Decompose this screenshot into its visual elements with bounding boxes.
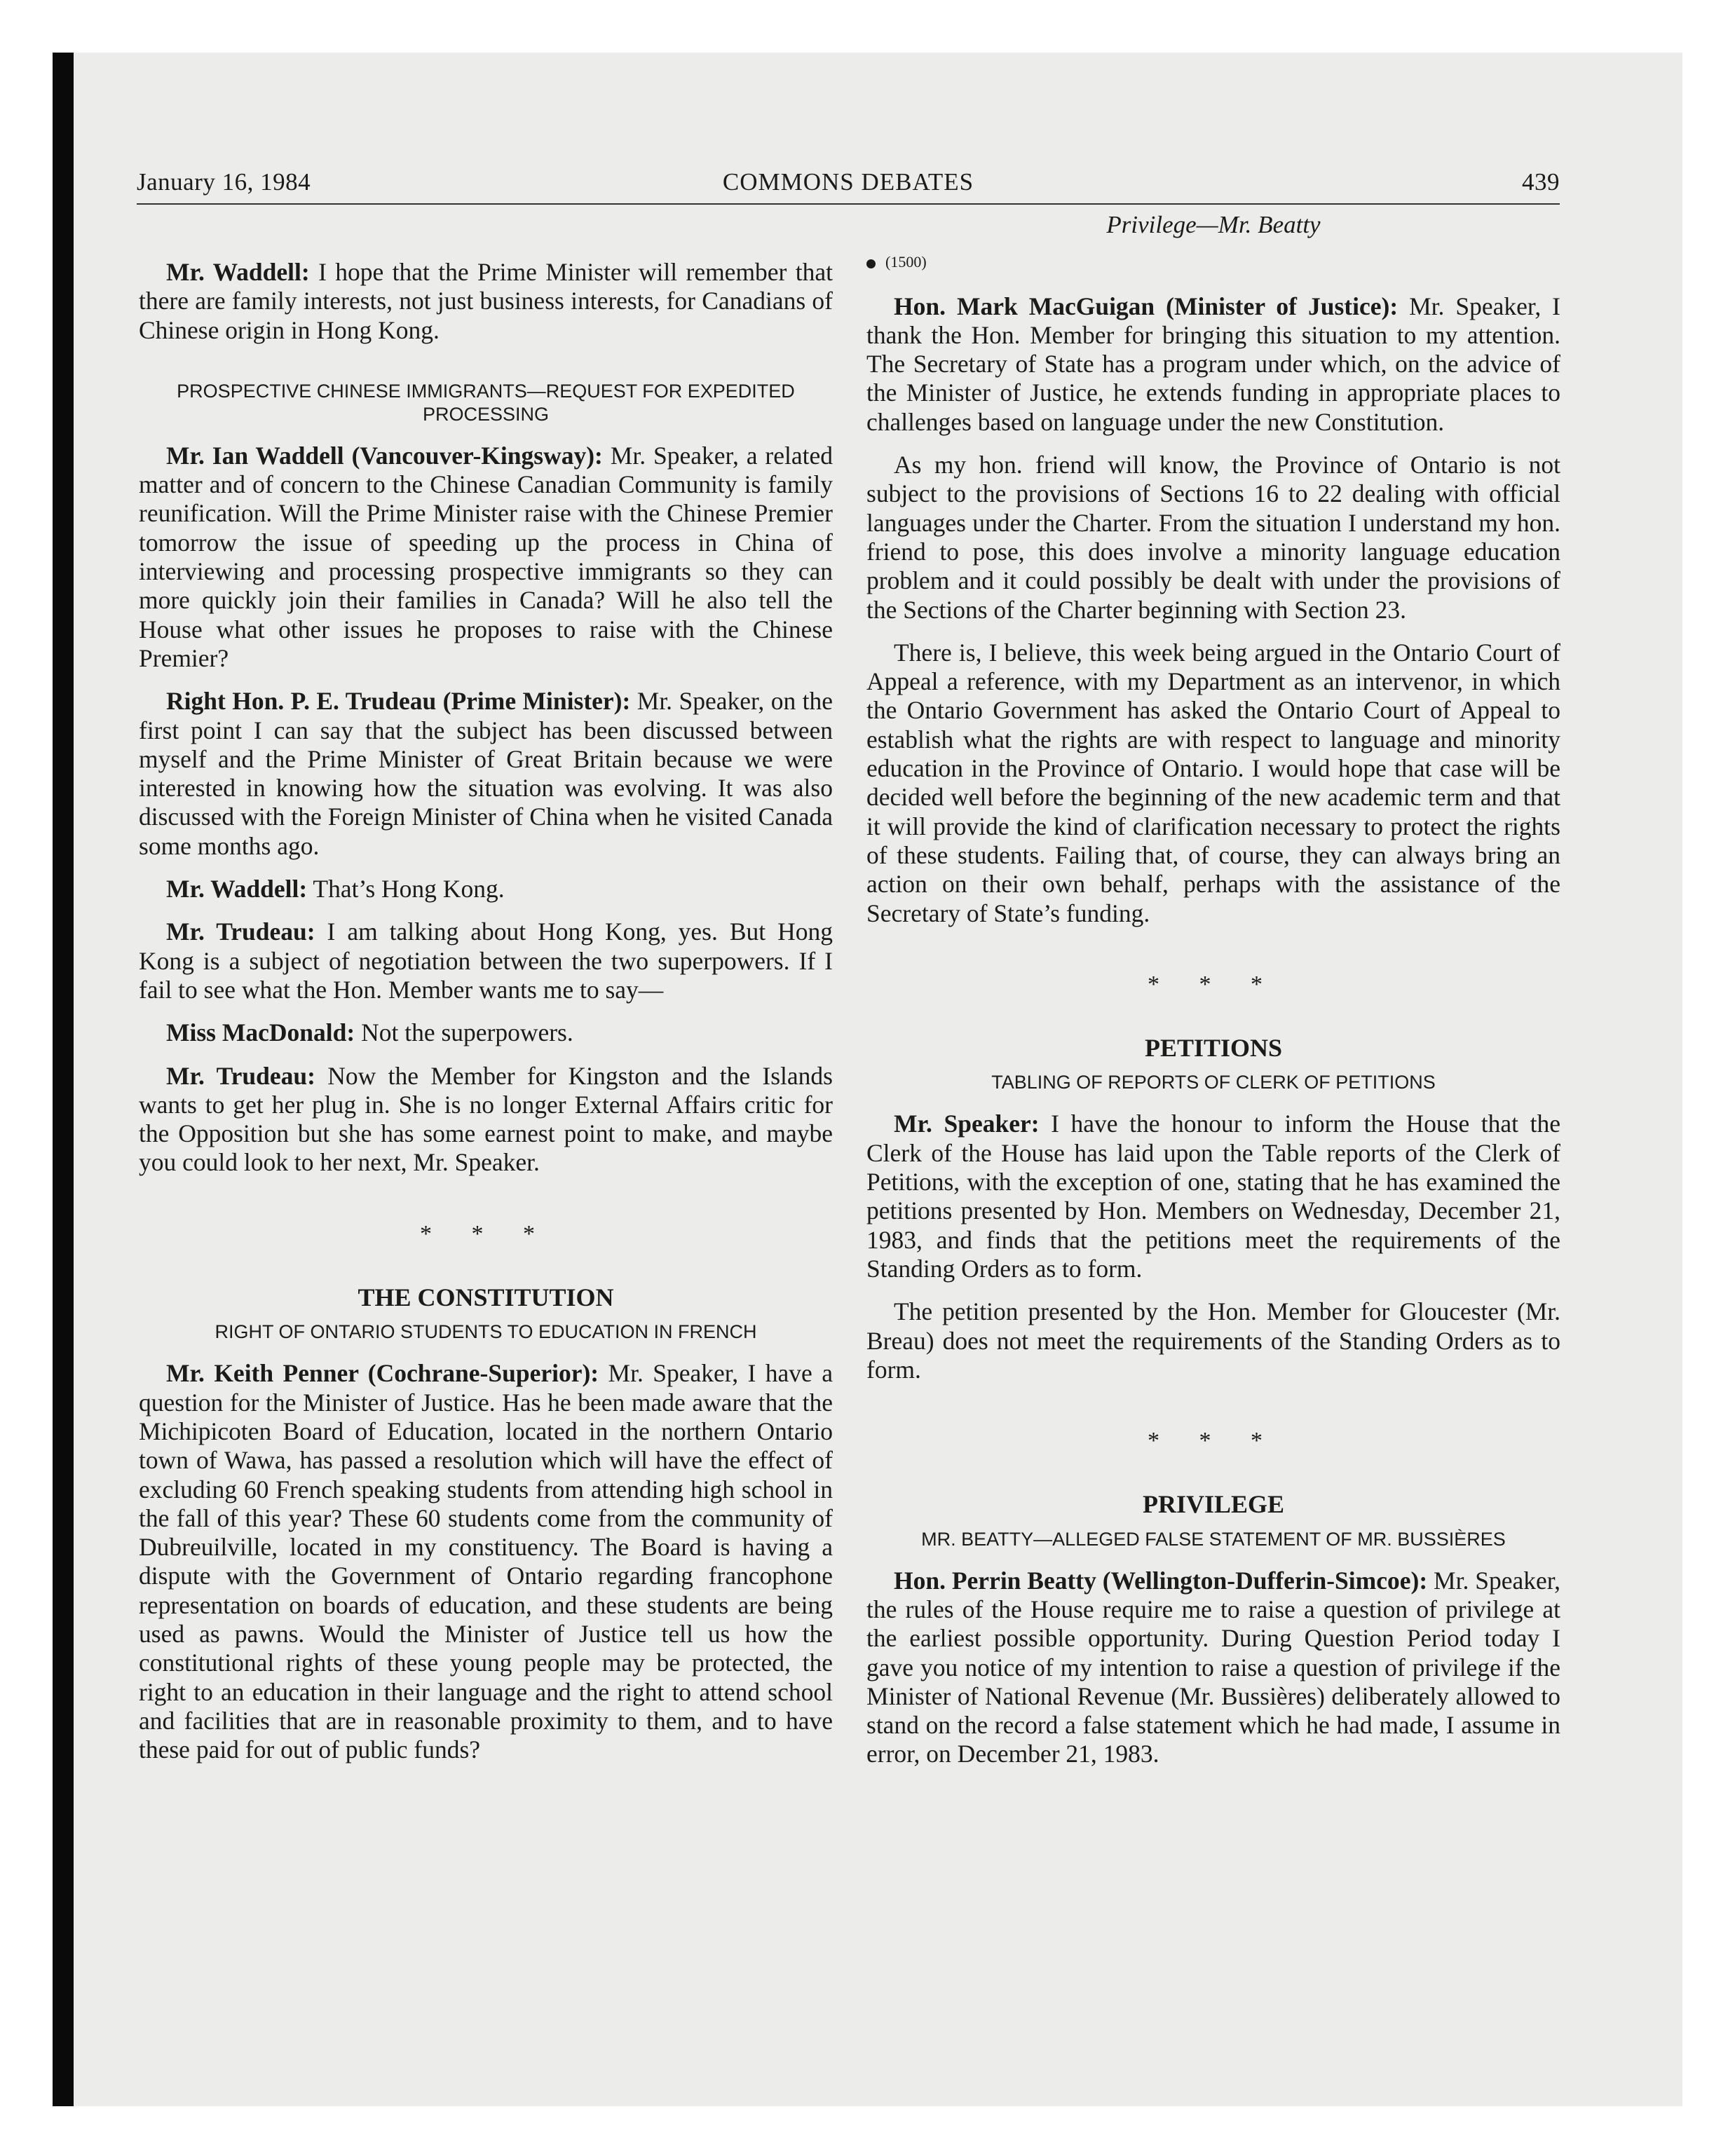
- speech-text: Not the superpowers.: [355, 1018, 573, 1047]
- section-heading: THE CONSTITUTION: [358, 1283, 614, 1312]
- speech-text: Mr. Speaker, I thank the Hon. Member for bringing this situation to my attention. The Secretary of State has a program under which, on the advice of the Minister of Justice, he extends funding in appropriate places to challenges based on language under the new Constitution.: [866, 292, 1560, 436]
- binding-edge: [53, 53, 74, 2106]
- speaker-name: Mr. Trudeau:: [166, 917, 315, 946]
- left-column: [139, 210, 833, 1778]
- speech-text: I am talking about Hong Kong, yes. But Hong Kong is a subject of negotiation between the two superpowers. If I fail to see what the Hon. Member wants me to say—: [139, 917, 833, 1004]
- paragraph: [866, 1110, 1560, 1283]
- speech-text: I have the honour to inform the House that the Clerk of the House has laid upon the Table reports of the Clerk of Petitions, with the exception of one, stating that he has examined the petitions presented by Hon. Members on Wednesday, December 21, 1983, and finds that the petitions meet the requirements of the Standing Orders as to form.: [866, 1110, 1560, 1283]
- speaker-name: Mr. Speaker:: [894, 1110, 1040, 1138]
- speech-text: Mr. Speaker, on the first point I can say that the subject has been discussed between myself and the Prime Minister of Great Britain because we were interested in knowing how the situation was evolving. It was also discussed with the Foreign Minister of China when he visited Canada some months ago.: [139, 687, 833, 860]
- speaker-name: Mr. Trudeau:: [166, 1061, 315, 1090]
- section-heading: PETITIONS: [1144, 1034, 1283, 1063]
- speaker-name: Mr. Waddell:: [166, 875, 308, 903]
- section-heading: PRIVILEGE: [1142, 1490, 1285, 1519]
- header-title: COMMONS DEBATES: [722, 168, 974, 196]
- speaker-name: Miss MacDonald:: [166, 1018, 355, 1047]
- paragraph: [139, 1018, 833, 1047]
- paragraph: [139, 442, 833, 673]
- speech-text: Mr. Speaker, I have a question for the Minister of Justice. Has he been made aware that the Michipicoten Board of Education, located in the northern Ontario town of Wawa, has passed a resolution which will have the effect of excluding 60 French speaking students from attending high school in the fall of this year? These 60 students come from the community of Dubreuilville, located in my constituency. The Board is having a dispute with the Government of Ontario regarding francophone representation on boards of education, and these students are being used as pawns. Would the Minister of Justice tell us how the constitutional rights of these young people may be protected, the right to an education in their language and the right to attend school and facilities that are in reasonable proximity to them, and to have these paid for out of public funds?: [139, 1359, 833, 1764]
- running-head: Privilege—Mr. Beatty: [1106, 211, 1321, 238]
- speech-text: That’s Hong Kong.: [307, 875, 505, 903]
- paragraph: [866, 1567, 1560, 1769]
- page-number: 439: [1522, 168, 1560, 196]
- page-header: [137, 168, 1560, 205]
- paragraph: As my hon. friend will know, the Province of Ontario is not subject to the provisions of Sections 16 to 22 dealing with official languages under the Charter. From the situation I understand my hon. friend to pose, this does involve a minority language education problem and it could possibly be dealt with under the provisions of the Sections of the Charter beginning with Section 23.: [866, 451, 1560, 624]
- timestamp: (1500): [885, 253, 927, 271]
- section-separator: * * *: [1148, 1428, 1279, 1454]
- paragraph: [139, 917, 833, 1004]
- speaker-name: Mr. Waddell:: [166, 258, 310, 286]
- timestamp-marker: [866, 247, 1560, 276]
- speaker-name: Mr. Ian Waddell (Vancouver-Kingsway):: [166, 441, 603, 470]
- header-rule: [137, 203, 1560, 205]
- speech-text: Mr. Speaker, a related matter and of concern to the Chinese Canadian Community is family reunification. Will the Prime Minister raise with the Chinese Premier tomorrow the issue of speeding up the process in China of interviewing and processing prospective immigrants so they can more quickly join their families in Canada? Will he also tell the House what other issues he proposes to raise with the Chinese Premier?: [139, 441, 833, 672]
- section-subheading: PROSPECTIVE CHINESE IMMIGRANTS—REQUEST FOR EXPEDITED PROCESSING: [177, 380, 795, 425]
- section-subheading: MR. BEATTY—ALLEGED FALSE STATEMENT OF MR. BUSSIÈRES: [921, 1528, 1506, 1550]
- paragraph: The petition presented by the Hon. Member for Gloucester (Mr. Breau) does not meet the requirements of the Standing Orders as to form.: [866, 1297, 1560, 1384]
- speaker-name: Hon. Perrin Beatty (Wellington-Dufferin-Simcoe):: [894, 1566, 1428, 1595]
- speech-text: I hope that the Prime Minister will remember that there are family interests, not just business interests, for Canadians of Chinese origin in Hong Kong.: [139, 258, 833, 344]
- right-column: [866, 210, 1560, 1783]
- paragraph: [139, 687, 833, 861]
- speaker-name: Mr. Keith Penner (Cochrane-Superior):: [166, 1359, 599, 1388]
- paragraph: [139, 875, 833, 903]
- section-subheading: TABLING OF REPORTS OF CLERK OF PETITIONS: [991, 1072, 1436, 1093]
- paragraph: [866, 292, 1560, 437]
- paragraph: [139, 258, 833, 345]
- section-subheading: RIGHT OF ONTARIO STUDENTS TO EDUCATION IN FRENCH: [215, 1321, 757, 1343]
- header-date: January 16, 1984: [137, 168, 311, 196]
- section-separator: * * *: [1148, 971, 1279, 997]
- paragraph: [139, 1359, 833, 1764]
- speech-text: Now the Member for Kingston and the Islands wants to get her plug in. She is no longer External Affairs critic for the Opposition but she has some earnest point to make, and maybe you could look to her next, Mr. Speaker.: [139, 1061, 833, 1177]
- paragraph: [139, 1062, 833, 1178]
- paragraph: There is, I believe, this week being argued in the Ontario Court of Appeal a reference, with my Department as an intervenor, in which the Ontario Government has asked the Ontario Court of Appeal to establish what the rights are with respect to language and minority education in the Province of Ontario. I would hope that case will be decided well before the beginning of the new academic term and that it will provide the kind of clarification necessary to protect the rights of these students. Failing that, of course, they can always bring an action on their own behalf, perhaps with the assistance of the Secretary of State’s funding.: [866, 638, 1560, 927]
- bullet-icon: [866, 259, 876, 268]
- speaker-name: Right Hon. P. E. Trudeau (Prime Minister):: [166, 687, 631, 716]
- speech-text: Mr. Speaker, the rules of the House require me to raise a question of privilege at the earliest possible opportunity. During Question Period today I gave you notice of my intention to raise a question of privilege if the Minister of National Revenue (Mr. Bussières) deliberately allowed to stand on the record a false statement which he had made, I assume in error, on December 21, 1983.: [866, 1566, 1561, 1768]
- section-separator: * * *: [420, 1220, 552, 1247]
- speaker-name: Hon. Mark MacGuigan (Minister of Justice):: [894, 292, 1399, 320]
